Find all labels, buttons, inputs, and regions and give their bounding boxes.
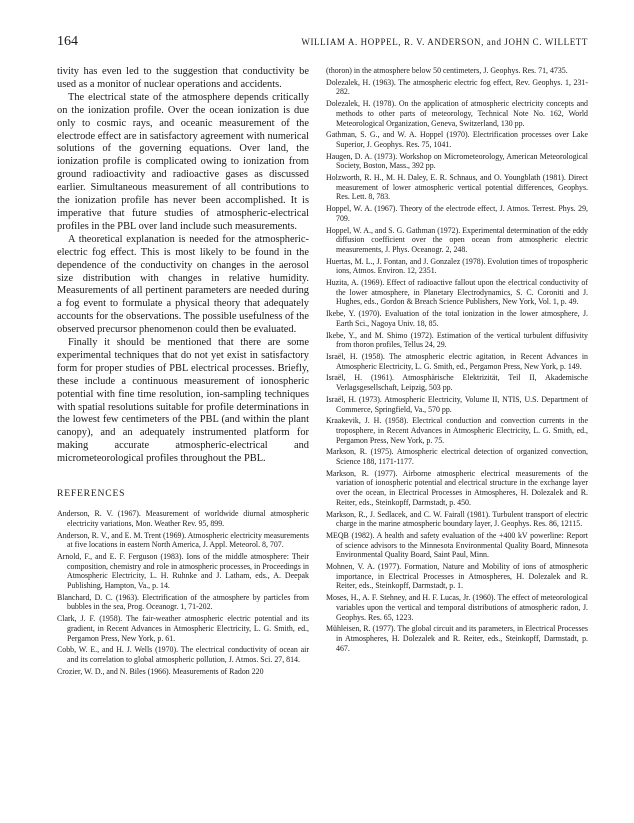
page-number: 164 (57, 34, 78, 49)
reference-entry: (thoron) in the atmosphere below 50 centimeters, J. Geophys. Res. 71, 4735. (326, 66, 568, 75)
reference-entry: Dolezalek, H. (1963). The atmospheric electric fog effect, Rev. Geophys. 1, 231-282. (326, 77, 588, 97)
reference-entry: Ikebe, Y. (1970). Evaluation of the total ionization in the lower atmosphere, J. Earth Sci., Nagoya Univ. 18, 85. (326, 309, 588, 328)
reference-entry: Crozier, W. D., and N. Biles (1966). Measurements of Radon 220 (57, 666, 264, 676)
reference-entry: Anderson, R. V., and E. M. Trent (1969). Atmospheric electricity measurements at five locations in eastern North America, J. Appl. Meteorol. 8, 707. (57, 530, 309, 550)
reference-entry: Clark, J. F. (1958). The fair-weather atmospheric electric potential and its gradient, in Recent Advances in Atmospheric Electricity, L. G. Smith, ed., Pergamon Press, New York, p. 61. (57, 614, 309, 643)
reference-entry: Dolezalek, H. (1978). On the application of atmospheric electricity concepts and methods to other parts of meteorology, Technical Note No. 162, World Meteorological Organization, Geneva, Switzerland, 130 pp. (326, 99, 588, 128)
reference-entry: Hoppel, W. A. (1967). Theory of the electrode effect, J. Atmos. Terrest. Phys. 29, 709. (326, 204, 588, 223)
body-text (57, 66, 309, 466)
reference-entry: Israël, H. (1958). The atmospheric electric agitation, in Recent Advances in Atmospheric Electricity, L. G. Smith, ed., Pergamon Press, New York, p. 149. (326, 351, 588, 371)
body-paragraph: The electrical state of the atmosphere depends critically on the ionization profile. Over the ocean ionization is due only to cosmic rays, and oceanic measurement of the electrode effect are in satisfactory agreement with numerical solutions of the governing equations. Over land, the ionization profile is complicated owing to ionization from ground radioactivity and radioactive gases as discussed earlier. Simultaneous measurement of all contributions to the ionization profile has never been accomplished. It is imperative that future studies of atmospheric-electrical profiles in the PBL over land include such measurements. (57, 91, 309, 232)
reference-entry: Huzita, A. (1969). Effect of radioactive fallout upon the electrical conductivity of the lower atmosphere, in Planetary Electrodynamics, S. C. Coroniti and J. Hughes, eds., Gordon & Breach Science Publishers, New York, Vol. 1, p. 49. (326, 278, 588, 307)
body-paragraph: tivity has even led to the suggestion that conductivity be used as a monitor of nuclear operations and accidents. (57, 66, 309, 90)
reference-entry: Arnold, F., and E. F. Ferguson (1983). Ions of the middle atmosphere: Their composition, chemistry and role in atmospheric processes, in Proceedings in Atmospheric Electricity, L. H. Ruhnke and J. Latham, eds., A. Deepak Publishing, Hampton, Va., p. 14. (57, 551, 309, 591)
reference-entry: Ikebe, Y., and M. Shimo (1972). Estimation of the vertical turbulent diffusivity from thoron profiles, Tellus 24, 29. (326, 330, 588, 350)
left-column (57, 66, 309, 678)
page-header (57, 34, 588, 52)
reference-entry: Holzworth, R. H., M. H. Daley, E. R. Schnaus, and O. Youngblath (1981). Direct measurement of lower atmospheric vertical potential differences, Geophys. Res. Lett. 8, 783. (326, 173, 588, 202)
reference-entry: Markson, R. (1975). Atmospheric electrical detection of organized convection, Science 188, 1171-1177. (326, 447, 588, 467)
reference-entry: Mühleisen, R. (1977). The global circuit and its parameters, in Electrical Processes in Atmospheres, H. Dolezalek and R. Reiter, eds., Steinkopff, Darmstadt, p. 467. (326, 624, 588, 653)
references-list-right (326, 66, 588, 653)
reference-entry: Israël, H. (1973). Atmospheric Electricity, Volume II, NTIS, U.S. Department of Commerce, Springfield, Va., 570 pp. (326, 394, 588, 414)
body-paragraph: Finally it should be mentioned that there are some experimental techniques that do not yet exist in satisfactory form for proper studies of PBL electrical processes. Briefly, these include a continuous measurement of ionospheric potential with fine time resolution, ion-sampling techniques with spatial resolutions suitable for profile determinations in the lowest few centimeters of the PBL (and within the plant canopy), and an adequately instrumented platform for making accurate atmospheric-electrical and micrometeorological profiles throughout the PBL. (57, 337, 309, 465)
right-column (326, 66, 588, 655)
reference-entry: Moses, H., A. F. Stehney, and H. F. Lucas, Jr. (1960). The effect of meteorological variables upon the vertical and temporal distributions of atmospheric radon, J. Geophys. Res. 65, 1223. (326, 593, 588, 622)
reference-entry: Hoppel, W. A., and S. G. Gathman (1972). Experimental determination of the eddy diffusion coefficient over the open ocean from atmospheric electric measurements, J. Phys. Oceanogr. 2, 248. (326, 225, 588, 254)
reference-entry: Blanchard, D. C. (1963). Electrification of the atmosphere by particles from bubbles in the sea, Prog. Oceanogr. 1, 71-202. (57, 592, 309, 612)
reference-entry: Haugen, D. A. (1973). Workshop on Micrometeorology, American Meteorological Society, Boston, Mass., 392 pp. (326, 151, 588, 171)
reference-entry: MEQB (1982). A health and safety evaluation of the +400 kV powerline: Report of science advisors to the Minnesota Environmental Quality Board, Minnesota Environmental Quality Board, Saint Paul, Minn. (326, 530, 588, 560)
reference-entry: Anderson, R. V. (1967). Measurement of worldwide diurnal atmospheric electricity variations, Mon. Weather Rev. 95, 899. (57, 509, 309, 528)
references-list-left (57, 509, 309, 676)
reference-entry: Markson, R., J. Sedlacek, and C. W. Fairall (1981). Turbulent transport of electric charge in the marine atmospheric boundary layer, J. Geophys. Res. 86, 12115. (326, 509, 588, 529)
reference-entry: Kraakevik, J. H. (1958). Electrical conduction and convection currents in the troposphere, in Recent Advances in Atmospheric Electricity, L. G. Smith, ed., Pergamon Press, New York, p. 75. (326, 416, 588, 445)
reference-entry: Mohnen, V. A. (1977). Formation, Nature and Mobility of ions of atmospheric importance, in Electrical Processes in Atmospheres, H. Dolezalek and R. Reiter, eds., Steinkopff, Darmstadt, p. 1. (326, 562, 588, 591)
reference-entry: Markson, R. (1977). Airborne atmospheric electrical measurements of the variation of ionospheric potential and electrical structure in the exchange layer over the ocean, in Electrical Processes in Atmospheres, H. Dolezalek and R. Reiter, eds., Steinkopff, Darmstadt, p. 450. (326, 468, 588, 507)
references-heading: REFERENCES (57, 488, 126, 500)
running-head: WILLIAM A. HOPPEL, R. V. ANDERSON, and JOHN C. WILLETT (301, 37, 588, 47)
reference-entry: Israël, H. (1961). Atmosphärische Elektrizität, Teil II, Akademische Verlagsgesellschaft, Leipzig, 503 pp. (326, 373, 588, 393)
reference-entry: Cobb, W. E., and H. J. Wells (1970). The electrical conductivity of ocean air and its correlation to global atmospheric pollution, J. Atmos. Sci. 27, 814. (57, 645, 309, 664)
reference-entry: Huertas, M. L., J. Fontan, and J. Gonzalez (1978). Evolution times of tropospheric ions, Atmos. Environ. 12, 2351. (326, 256, 588, 276)
body-paragraph: A theoretical explanation is needed for the atmospheric-electric fog effect. This is most likely to be found in the dependence of the conductivity on changes in the aerosol size distribution with changes in relative humidity. Measurements of all pertinent parameters are needed during a fog event to formulate a physical theory that adequately accounts for the observations. The possible usefulness of the observed precursor phenomenon could then be evaluated. (57, 233, 309, 336)
reference-entry: Gathman, S. G., and W. A. Hoppel (1970). Electrification processes over Lake Superior, J. Geophys. Res. 75, 1041. (326, 130, 588, 149)
